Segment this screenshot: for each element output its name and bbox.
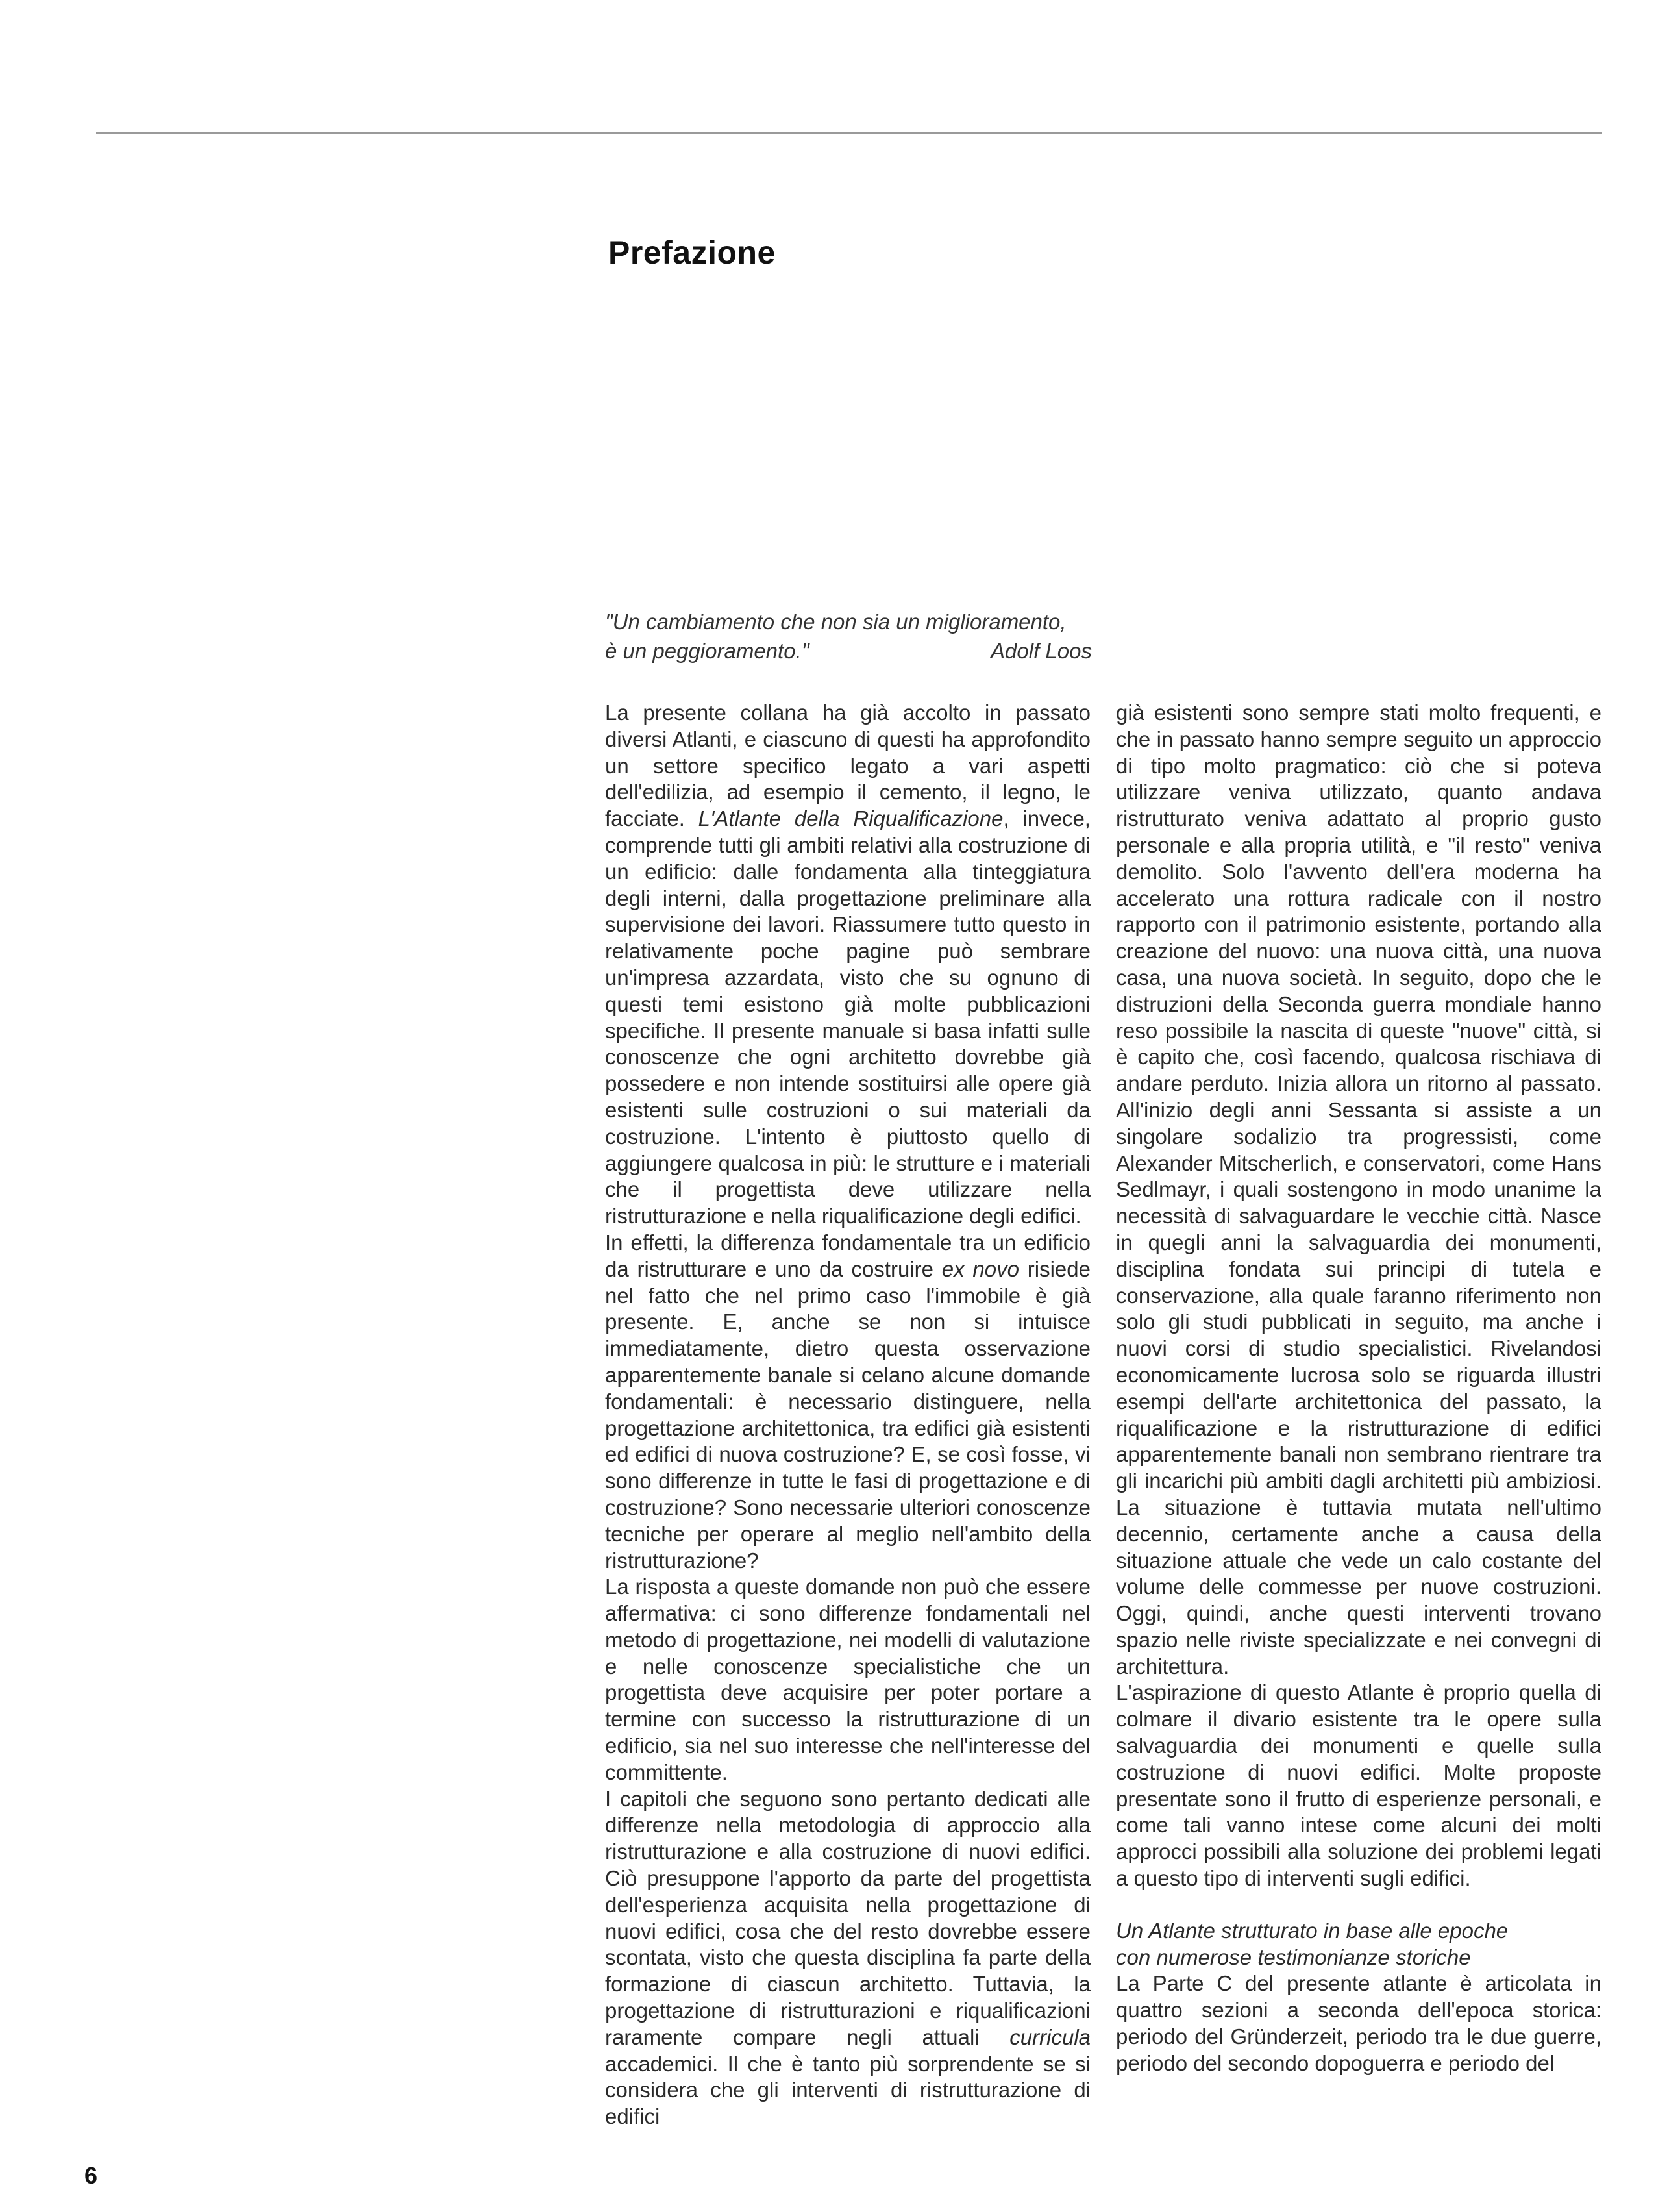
epigraph-line-1: "Un cambiamento che non sia un miglioramento, [605,610,1067,634]
paragraph-text: In effetti, la differenza fondamentale tra un edificio da ristrutturare e uno da costruire [605,1230,1091,1281]
text-column-left [605,700,1091,2130]
paragraph-text: I capitoli che seguono sono pertanto dedicati alle differenze nella metodologia di approccio alla ristrutturazione e alla costruzione di nuovi edifici. Ciò presuppone l'apporto da parte del progettista dell'esperienza acquisita nella progettazione di nuovi edifici, cosa che del resto dovrebbe essere scontata, visto che questa disciplina fa parte della formazione di ciascun architetto. Tuttavia, la progettazione di ristrutturazioni e riqualificazioni raramente compare negli attuali [605,1786,1091,2049]
page-number: 6 [84,2162,98,2189]
page-title: Prefazione [608,234,776,271]
header-rule [96,132,1602,134]
emphasis: ex novo [941,1256,1019,1281]
paragraph-text: risiede nel fatto che nel primo caso l'immobile è già presente. E, anche se non si intuisce immediatamente, dietro questa osservazione apparentemente banale si celano alcune domande fondamentali: è necessario distinguere, nella progettazione architettonica, tra edifici già esistenti ed edifici di nuova costruzione? E, se così fosse, vi sono differenze in tutte le fasi di progettazione e di costruzione? Sono necessarie ulteriori conoscenze tecniche per operare al meglio nell'ambito della ristrutturazione? [605,1256,1091,1573]
epigraph-line-2: è un peggioramento." [605,639,809,663]
paragraph: già esistenti sono sempre stati molto frequenti, e che in passato hanno sempre seguito un approccio di tipo molto pragmatico: ciò che si poteva utilizzare veniva utilizzato, quanto andava ristrutturato veniva adattato al proprio gusto personale e alla propria utilità, e "il resto" veniva demolito. Solo l'avvento dell'era moderna ha accelerato una rottura radicale con il nostro rapporto con il patrimonio esistente, portando alla creazione del nuovo: una nuova città, una nuova casa, una nuova società. In seguito, dopo che le distruzioni della Seconda guerra mondiale hanno reso possibile la nascita di queste "nuove" città, si è capito che, così facendo, qualcosa rischiava di andare perduto. Inizia allora un ritorno al passato. All'inizio degli anni Sessanta si assiste a un singolare sodalizio tra progressisti, come Alexander Mitscherlich, e conservatori, come Hans Sedlmayr, i quali sostengono in modo unanime la necessità di salvaguardare le vecchie città. Nasce in quegli anni la salvaguardia dei monumenti, disciplina fondata sui principi di tutela e conservazione, alla quale faranno riferimento non solo gli studi pubblicati in seguito, ma anche i nuovi corsi di studio specialistici. Rivelandosi economicamente lucrosa solo se riguarda illustri esempi dell'arte architettonica del passato, la riqualificazione e la ristrutturazione di edifici apparentemente banali non sembrano rientrare tra gli incarichi più ambiti dagli architetti più ambiziosi. La situazione è tuttavia mutata nell'ultimo decennio, certamente anche a causa della situazione attuale che vede un calo costante del volume delle commesse per nuove costruzioni. Oggi, quindi, anche questi interventi trovano spazio nelle riviste specializzate e nei convegni di architettura. [1116,701,1601,1678]
paragraph-text: , invece, comprende tutti gli ambiti relativi alla costruzione di un edificio: dalle fondamenta alla tinteggiatura degli interni, dalla progettazione preliminare alla supervisione dei lavori. Riassumere tutto questo in relativamente poche pagine può sembrare un'impresa azzardata, visto che su ognuno di questi temi esistono già molte pubblicazioni specifiche. Il presente manuale si basa infatti sulle conoscenze che ogni architetto dovrebbe già possedere e non intende sostituirsi alle opere già esistenti sulle costruzioni o sui materiali da costruzione. L'intento è piuttosto quello di aggiungere qualcosa in più: le strutture e i materiali che il progettista deve utilizzare nella ristrutturazione e nella riqualificazione degli edifici. [605,806,1091,1228]
paragraph: La risposta a queste domande non può che essere affermativa: ci sono differenze fondamentali nel metodo di progettazione, nei modelli di valutazione e nelle conoscenze specialistiche che un progettista deve acquisire per poter portare a termine con successo la ristrutturazione di un edificio, sia nel suo interesse che nell'interesse del committente. [605,1575,1091,1784]
paragraph-text: La presente collana ha già accolto in passato diversi Atlanti, e ciascuno di questi ha approfondito un settore specifico legato a vari aspetti dell'edilizia, ad esempio il cemento, il legno, le facciate. [605,701,1091,831]
paragraph [605,700,1091,1230]
paragraph: La Parte C del presente atlante è articolata in quattro sezioni a seconda dell'epoca storica: periodo del Gründerzeit, periodo tra le due guerre, periodo del secondo dopoguerra e periodo del [1116,1971,1601,2075]
epigraph-author: Adolf Loos [991,639,1092,663]
subheading-line-1: Un Atlante strutturato in base alle epoche [1116,1918,1509,1943]
paragraph [605,1230,1091,1574]
paragraph: L'aspirazione di questo Atlante è proprio quella di colmare il divario esistente tra le opere sulla salvaguardia dei monumenti e quelle sulla costruzione di nuovi edifici. Molte proposte presentate sono il frutto di esperienze personali, e come tali vanno intese come alcuni dei molti approcci possibili alla soluzione dei problemi legati a questo tipo di interventi sugli edifici. [1116,1680,1601,1891]
section-subheading [1116,1918,1601,1971]
emphasis: curricula [1009,2024,1091,2049]
book-title: L'Atlante della Riqualificazione [698,806,1004,831]
epigraph [605,607,1092,666]
paragraph [605,1786,1091,2130]
text-column-right [1116,700,1601,2077]
paragraph-text: accademici. Il che è tanto più sorprendente se si considera che gli interventi di ristrutturazione di edifici [605,2051,1091,2129]
subheading-line-2: con numerose testimonianze storiche [1116,1945,1471,1969]
epigraph-line-2-row [605,636,1092,666]
